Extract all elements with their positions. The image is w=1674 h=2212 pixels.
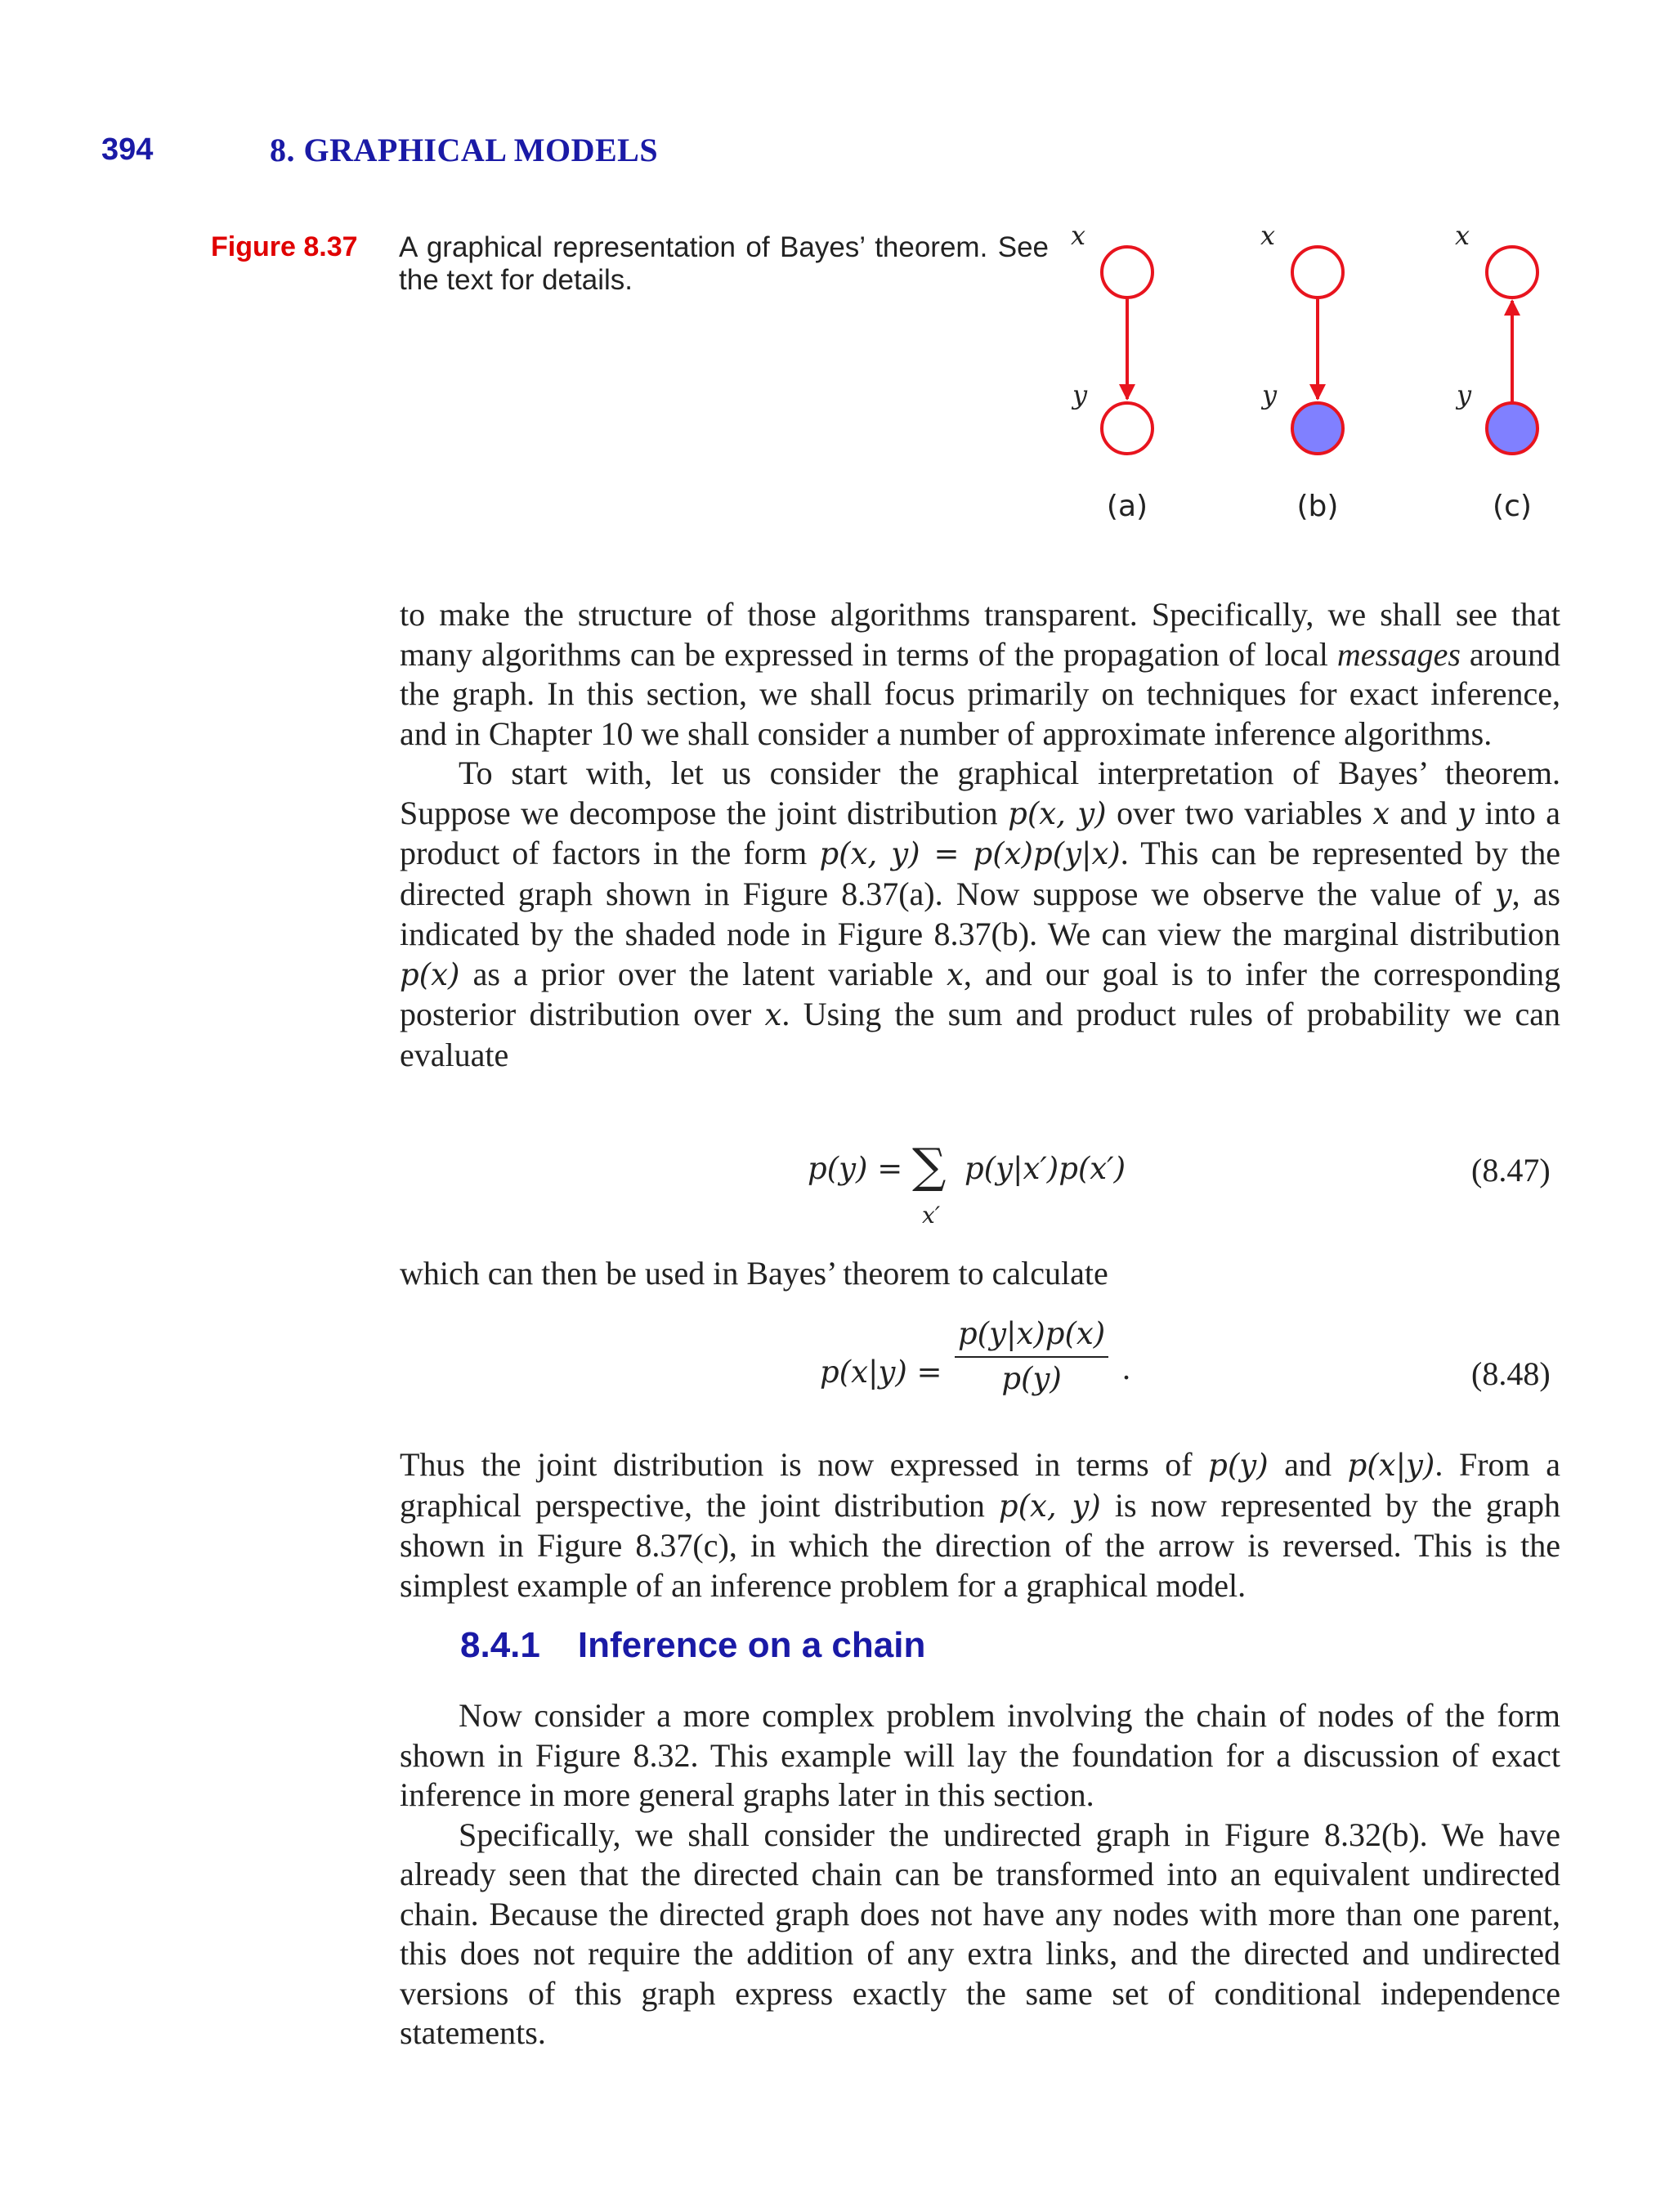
paragraph-5: Now consider a more complex problem involving the chain of nodes of the form shown in Figure 8.32. This example will lay the foundation for a discussion of exact inference in more general graphs later in this section. [400,1697,1560,1813]
panel-c-x-label: x [1455,220,1470,251]
paragraph-3: which can then be used in Bayes’ theorem to calculate [400,1255,1108,1292]
panel-a-y-label: y [1072,379,1088,410]
body-block-1 [400,595,1560,1075]
para4-t1: Thus the joint distribution is now expressed in terms of [400,1446,1209,1483]
panel-a-y-node [1102,403,1153,454]
eq847-rhs: p(y|x′)p(x′) [965,1151,1126,1186]
body-block-4 [400,1696,1560,2053]
section-title: Inference on a chain [577,1625,926,1665]
eq848-number: (8.48) [1471,1355,1551,1392]
paragraph-6: Specifically, we shall consider the undirected graph in Figure 8.32(b). We have already seen that the directed chain can be transformed into an equivalent undirected chain. Because the directed graph does not have any nodes with more than one parent, this does not require the addition of any extra links, and the directed and undirected versions of this graph express exactly the same set of conditional independence statements. [400,1816,1560,2051]
paragraph-4 [400,1445,1560,1605]
para2-math-8: x [764,997,782,1032]
para2-t3: and [1390,794,1457,831]
panel-b [1260,220,1343,523]
bayes-graph-figure [1030,204,1569,540]
body-block-3 [400,1445,1560,1605]
para2-t7: as a prior over the latent variable [459,955,947,992]
para2-math-1: p(x, y) [1008,795,1107,831]
eq848-denominator: p(y) [1001,1361,1062,1396]
panel-c [1455,220,1537,523]
section-number: 8.4.1 [460,1625,540,1665]
paragraph-2 [400,754,1560,1075]
para1-emphasis: messages [1336,635,1461,673]
figure-label: Figure 8.37 [211,231,358,262]
eq847-sum-subscript: x′ [922,1202,941,1229]
eq848-numerator: p(y|x)p(x) [955,1316,1108,1358]
panel-b-x-node [1292,247,1343,298]
para4-t3: . From a graphical perspective, the joint distribution [400,1446,1560,1524]
para2-t6: , as indicated by the shaded node in Figure 8.37(b). We can view the marginal distribution [400,875,1560,952]
panel-a-x-node [1102,247,1153,298]
eq847-lhs: p(y) = [808,1151,903,1186]
eq847-number: (8.47) [1471,1152,1551,1189]
para2-math-7: x [947,956,964,992]
para1-text-a: to make the structure of those algorithms transparent. Specifically, we shall see that many algorithms can be expressed in terms of the propagation of local [400,596,1560,673]
para4-t4: is now represented by the graph shown in Figure 8.37(c), in which the direction of the arrow is reversed. This is the simplest example of an inference problem for a graphical model. [400,1486,1560,1604]
para2-t4: into a product of factors in the form [400,794,1560,871]
panel-b-y-label: y [1262,379,1278,410]
panel-a-x-label: x [1071,220,1086,251]
panel-a [1071,220,1153,523]
figure-caption: A graphical representation of Bayes’ theorem. See the text for details. [399,231,1049,296]
panel-c-y-node-observed [1487,403,1537,454]
panel-c-label: (c) [1493,490,1532,523]
eq848-lhs: p(x|y) = [820,1355,942,1390]
section-heading [460,1625,925,1666]
panel-b-label: (b) [1296,490,1339,523]
panel-a-label: (a) [1106,490,1148,523]
para2-math-4: p(x, y) = p(x)p(y|x) [819,836,1121,871]
para2-t8: , and our goal is to infer the corresponding posterior distribution over [400,955,1560,1032]
para4-t2: and [1268,1446,1348,1483]
chapter-title: 8. GRAPHICAL MODELS [270,132,659,168]
panel-c-y-label: y [1457,379,1472,410]
page-number: 394 [101,132,154,167]
summation-symbol: ∑ [912,1138,947,1193]
para2-math-3: y [1457,795,1475,831]
para2-math-5: y [1494,876,1512,912]
para2-math-6: p(x) [400,956,460,992]
para2-t5: . This can be represented by the directed graph shown in Figure 8.37(a). Now suppose we observe the value of [400,835,1560,912]
panel-c-x-node [1487,247,1537,298]
para2-t9: . Using the sum and product rules of probability we can evaluate [400,996,1560,1073]
para4-math-2: p(x|y) [1347,1448,1435,1483]
para2-t2: over two variables [1106,794,1373,831]
para4-math-3: p(x, y) [998,1488,1101,1524]
paragraph-1 [400,595,1560,754]
eq848-fraction [955,1316,1108,1396]
para2-math-2: x [1372,795,1390,831]
eq848-period: . [1122,1350,1130,1386]
para2-t1: To start with, let us consider the graphical interpretation of Bayes’ theorem. Suppose we decompose the joint distribution [400,754,1560,831]
panel-b-x-label: x [1260,220,1276,251]
panel-b-y-node-observed [1292,403,1343,454]
para4-math-1: p(y) [1208,1448,1269,1483]
para1-text-b: around the graph. In this section, we shall focus primarily on techniques for exact inference, and in Chapter 10 we shall consider a number of approximate inference algorithms. [400,635,1560,752]
body-block-2 [400,1254,1560,1294]
